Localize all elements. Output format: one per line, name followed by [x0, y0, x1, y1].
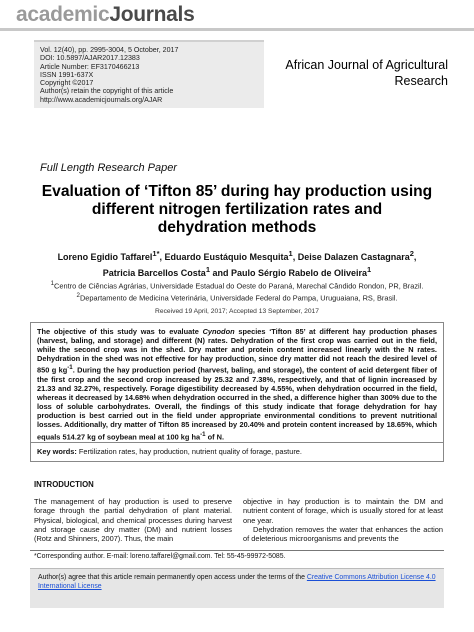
affiliation-2 — [20, 291, 454, 303]
license-text — [38, 573, 438, 591]
affiliation-1 — [20, 279, 454, 291]
author-name: , Eduardo Eustáquio Mesquita — [159, 252, 289, 262]
journal-name-line-2: Research — [394, 74, 448, 88]
corresponding-author: *Corresponding author. E-mail: loreno.taffarel@gmail.com. Tel: 55-45-99972-5085. — [34, 553, 286, 560]
author-name: and Paulo Sérgio Rabelo de Oliveira — [210, 267, 368, 278]
introduction-paragraph: objective in hay production is to maintain the DM and nutrient content of forage, which is usually stored for at least one year. — [243, 497, 443, 525]
publisher-logo — [16, 2, 194, 28]
header-rule — [0, 28, 474, 31]
author-marker: 1 — [288, 249, 293, 258]
introduction-heading: INTRODUCTION — [34, 480, 94, 489]
author-name: Patricia Barcellos Costa — [102, 267, 206, 278]
introduction-paragraph: The management of hay production is used to preserve forage through the partial dehydration of plant material. Physical, biological, and chemical processes during harvest and storage cause dry matter (DM) and nutrient losses (Rotz and Shinners, 2007). Thus, the main — [34, 497, 232, 544]
unit-superscript: -1 — [67, 364, 73, 372]
affiliations — [20, 279, 454, 303]
license-statement: Author(s) agree that this article remain permanently open access under the terms of the — [38, 574, 307, 581]
author-list — [20, 248, 454, 279]
affiliation-marker: 2 — [76, 291, 80, 299]
paper-type: Full Length Research Paper — [40, 162, 177, 174]
abstract-segment: . During the hay production period (harvest, baling, and storage), the content of acid detergent fiber of the first crop and the second crop increased by 25.32 and 7.38%, respectively, and that of lignin increased by 21.33 and 32.27%, respectively. Forage digestibility decreased by 4.55%, when dehydration occurred in the field, whereas it decreased by 14.68% when dehydration occurred in the shed, a difference higher than 300% due to the loss of soluble carbohydrates. Overall, the findings of this study indicate that forage dehydration for hay production is best carried out in the field under appropriate environmental conditions to prevent nutritional losses. Additionally, dry matter of Tifton 85 increased by 20.40% and protein content increased by 18.65%, which equals 514.27 kg of soybean meal at 100 kg ha — [37, 365, 437, 441]
authors-line-1: Loreno Egidio Taffarel$^{1*}$, Eduardo Eustáquio Mesquita$^1$, Deise Dalazen Castagnara$^2$, — [57, 249, 417, 262]
affiliation-text: Departamento de Medicina Veterinária, Universidade Federal do Pampa, Uruguaiana, RS, Brasil. — [79, 293, 398, 303]
article-metadata-box — [34, 40, 264, 108]
introduction-right-column — [243, 497, 443, 543]
author-marker: 2 — [409, 249, 414, 258]
keywords-box — [30, 442, 444, 462]
unit-superscript: -1 — [200, 430, 206, 438]
abstract-segment: The objective of this study was to evaluate — [37, 327, 203, 336]
affiliation-marker: 1 — [50, 280, 55, 287]
title-line-1: Evaluation of ‘Tifton 85’ during hay production using — [41, 183, 433, 200]
species-name: Cynodon — [202, 327, 235, 336]
title-line-2: different nitrogen fertilization rates and — [91, 201, 383, 218]
introduction-paragraph: Dehydration removes the water that enhances the action of deleterious microorganisms and prevents the — [243, 524, 443, 544]
abstract-box — [30, 322, 444, 442]
author-name: , Deise Dalazen Castagnara — [292, 252, 410, 262]
journal-name-line-1: African Journal of Agricultural — [285, 58, 448, 72]
authors-line-2 — [20, 264, 454, 280]
affiliation-text: Centro de Ciências Agrárias, Universidade Estadual do Oeste do Paraná, Marechal Cândido Rondon, PR, Brazil. — [54, 281, 424, 291]
journal-name — [258, 57, 448, 89]
license-box — [30, 568, 444, 608]
keywords-label: Key words: — [37, 447, 77, 456]
meta-article-number: Article Number: EF3170466213 — [40, 62, 140, 71]
keywords-text: Fertilization rates, hay production, nutrient quality of forage, pasture. — [76, 447, 302, 456]
license-link[interactable]: Creative Commons Attribution License 4.0 International License — [38, 574, 436, 590]
meta-volume: Vol. 12(40), pp. 2995-3004, 5 October, 2017 — [40, 46, 179, 54]
abstract-text — [37, 327, 437, 441]
abstract-segment: species ‘Tifton 85’ at different hay production phases (harvest, baling, and storage) and different (N) rates. Dehydration of the first crop was carried out in the field, while the second crop was in the shed. Dry matter and protein content increased linearly with the N rates. Dehydration in the shed was not effective for hay production, since dry matter did not reach the desired level of 850 g kg — [37, 327, 437, 375]
abstract-segment: of N. — [205, 431, 225, 441]
paper-title — [20, 183, 454, 237]
author-marker: 1* — [152, 249, 160, 258]
introduction-left-column — [34, 497, 232, 543]
meta-journal-url[interactable]: http://www.academicjournals.org/AJAR — [40, 95, 163, 104]
received-accepted-dates: Received 19 April, 2017; Accepted 13 September, 2017 — [155, 308, 319, 315]
author-name: Loreno Egidio Taffarel — [57, 252, 153, 262]
meta-copyright: Copyright ©2017 — [40, 79, 94, 88]
meta-doi: DOI: 10.5897/AJAR2017.12383 — [40, 54, 140, 63]
logo-part-2: Journals — [109, 3, 195, 26]
logo-part-1: academic — [16, 3, 110, 26]
meta-issn: ISSN 1991-637X — [40, 70, 94, 79]
meta-author-rights: Author(s) retain the copyright of this article — [40, 87, 174, 96]
author-marker: 1 — [205, 264, 210, 274]
title-line-3: dehydration methods — [157, 219, 317, 236]
author-marker: 1 — [367, 264, 372, 274]
footer-rule — [30, 550, 444, 551]
